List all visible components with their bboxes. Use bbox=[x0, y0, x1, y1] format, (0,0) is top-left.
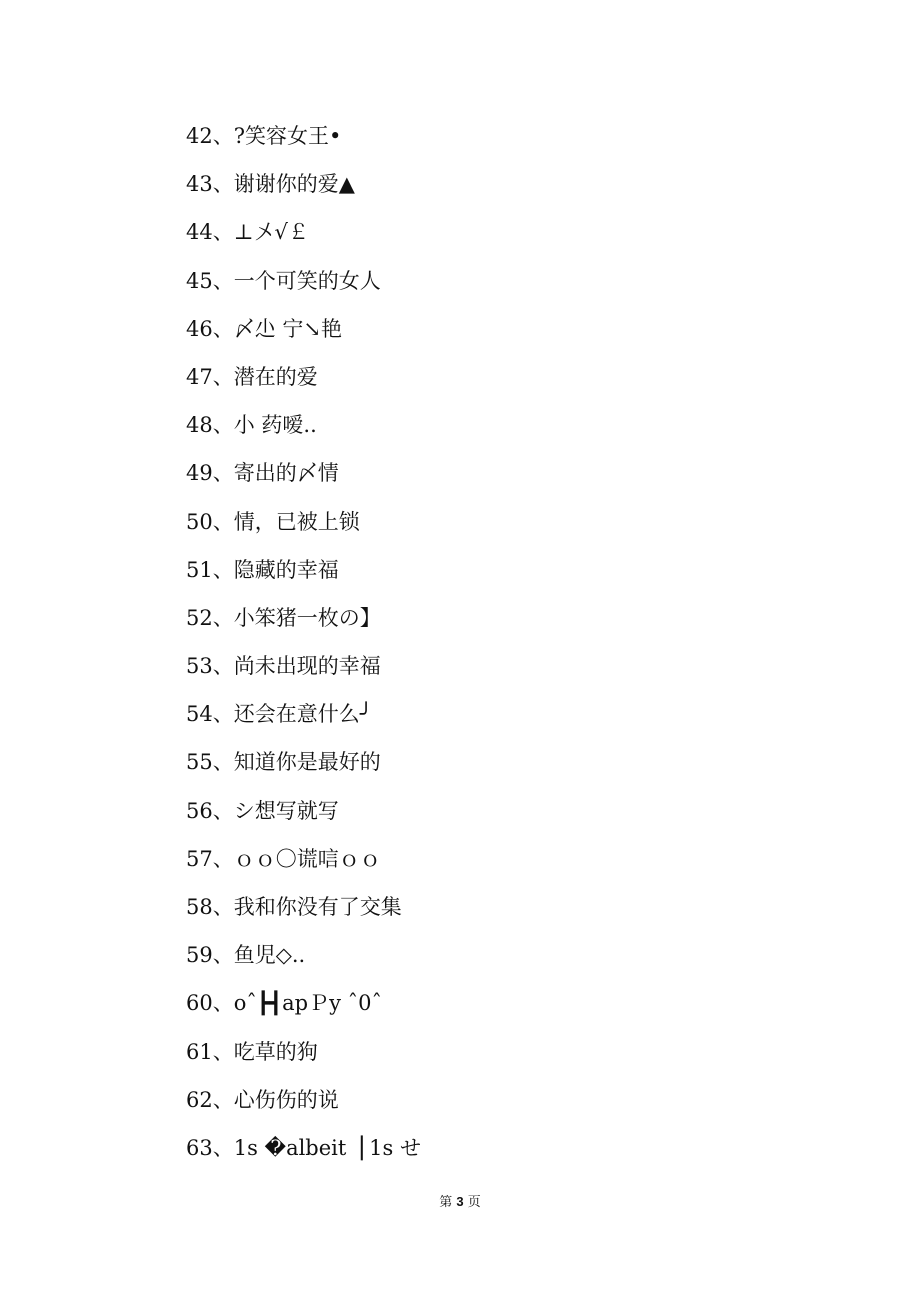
list-item: 46、〆尐 宁↘艳 bbox=[186, 316, 342, 341]
list-item: 44、⊥〤√￡ bbox=[186, 220, 309, 245]
list-item: 60、oˆ┣┫apＰy ˆ0ˆ bbox=[186, 991, 383, 1016]
list-item: 45、一个可笑的女人 bbox=[186, 268, 381, 293]
list-item: 58、我和你没有了交集 bbox=[186, 895, 402, 919]
list-item: 57、ｏｏ〇谎唁ｏｏ bbox=[186, 846, 381, 871]
list-item: 55、知道你是最好的 bbox=[186, 750, 381, 775]
list-item: 54、还会在意什么╯ bbox=[186, 702, 373, 727]
list-item: 50、情，已被上锁 bbox=[186, 509, 360, 534]
list-item: 42、?笑容女王• bbox=[186, 124, 342, 148]
list-item: 47、潜在的爱 bbox=[186, 364, 318, 389]
footer-suffix: 页 bbox=[467, 1195, 481, 1210]
list-item: 51、隐藏的幸福 bbox=[186, 557, 339, 582]
list-item: 52、小笨猪一枚の】 bbox=[186, 605, 381, 630]
list-item: 43、谢谢你的爱▲ bbox=[186, 172, 355, 197]
list-item: 63、1s �albeit▕ 1s せ bbox=[186, 1135, 421, 1160]
list-item: 49、寄出的〆情 bbox=[186, 461, 339, 486]
list-item: 59、鱼児◇.. bbox=[186, 943, 306, 968]
nickname-list bbox=[186, 118, 421, 1178]
list-item: 61、吃草的狗 bbox=[186, 1039, 318, 1064]
list-item: 56、シ想写就写 bbox=[186, 798, 339, 823]
list-item: 53、尚未出现的幸福 bbox=[186, 654, 381, 679]
list-item: 62、心伤伤的说 bbox=[186, 1087, 339, 1112]
page-footer bbox=[0, 1191, 920, 1210]
list-item: 48、小 药嗳.. bbox=[186, 413, 317, 438]
page-number: 3 bbox=[456, 1194, 464, 1209]
footer-prefix: 第 bbox=[439, 1195, 453, 1210]
